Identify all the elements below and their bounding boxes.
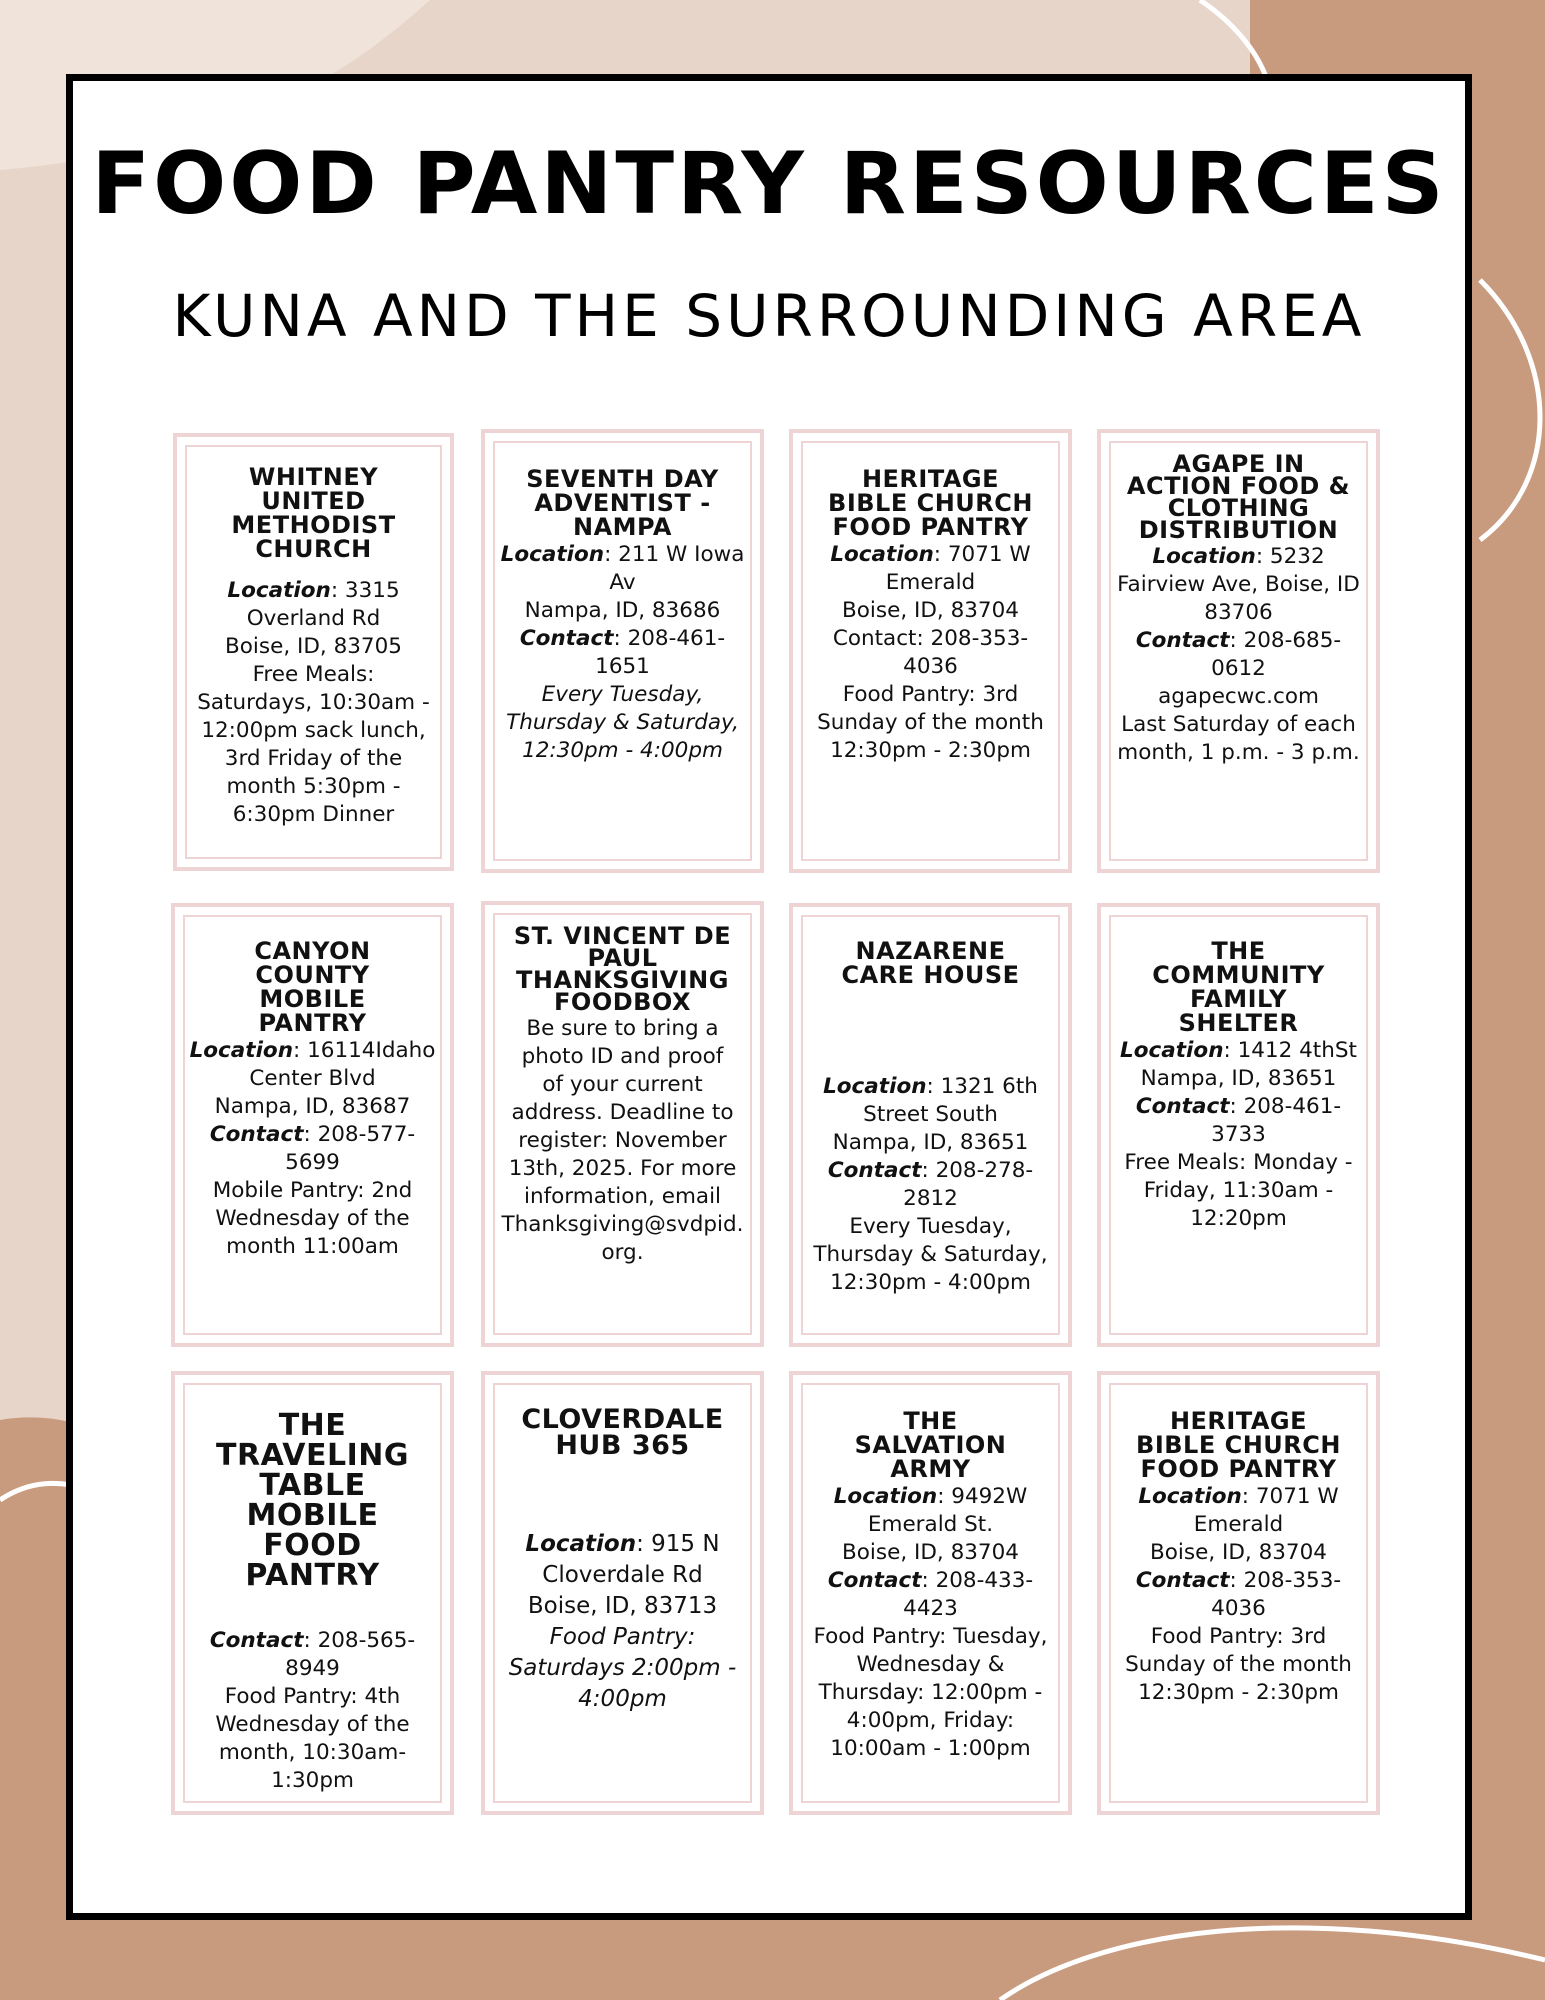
- location-label: Location: [830, 542, 934, 567]
- location-label: Location: [227, 578, 331, 603]
- pantry-card-heritage-bible-church-1: [789, 429, 1072, 873]
- location-label: Location: [823, 1074, 927, 1099]
- card-details: Contact: 208-565- 8949 Food Pantry: 4th Wednesday of the month, 10:30am- 1:30pm: [209, 1628, 416, 1793]
- card-details: Location: 9492W Emerald St. Boise, ID, 83704 Contact: 208-433- 4423 Food Pantry: Tuesday, Wednesday & Thursday: 12:00pm - 4:00pm, Friday: 10:00am - 1:00pm: [813, 1484, 1048, 1761]
- pantry-card-whitney-united-methodist: [173, 433, 454, 871]
- card-details: Location: 915 N Cloverdale Rd Boise, ID, 83713 Food Pantry: Saturdays 2:00pm - 4:00pm: [508, 1531, 737, 1712]
- location-label: Location: [833, 1484, 938, 1509]
- card-title: THE TRAVELING TABLE MOBILE FOOD PANTRY: [216, 1408, 409, 1593]
- location-label: Location: [1152, 544, 1256, 569]
- pantry-card-st-vincent-de-paul: [481, 901, 764, 1347]
- card-inner-border: [183, 1383, 442, 1803]
- card-title: HERITAGE BIBLE CHURCH FOOD PANTRY: [828, 465, 1033, 541]
- contact-label: Contact: [209, 1628, 304, 1653]
- pantry-card-cloverdale-hub-365: [481, 1371, 764, 1815]
- contact-label: Contact: [519, 626, 614, 651]
- card-inner-border: [1109, 915, 1368, 1335]
- pantry-card-nazarene-care-house: [789, 903, 1072, 1347]
- location-label: Location: [525, 1531, 637, 1557]
- card-title: THE COMMUNITY FAMILY SHELTER: [1152, 937, 1325, 1037]
- location-label: Location: [500, 542, 605, 567]
- card-title: THE SALVATION ARMY: [854, 1407, 1007, 1483]
- card-inner-border: [493, 441, 752, 861]
- card-details: Location: 3315 Overland Rd Boise, ID, 83705 Free Meals: Saturdays, 10:30am - 12:00pm sack lunch, 3rd Friday of the month 5:30pm - 6:30pm Dinner: [197, 578, 430, 827]
- card-inner-border: [801, 441, 1060, 861]
- card-details: Location: 7071 W Emerald Boise, ID, 83704 Contact: 208-353- 4036 Food Pantry: 3rd Sunday of the month 12:30pm - 2:30pm: [817, 542, 1044, 763]
- card-title: HERITAGE BIBLE CHURCH FOOD PANTRY: [1136, 1407, 1341, 1483]
- location-label: Location: [1138, 1484, 1242, 1509]
- card-title: SEVENTH DAY ADVENTIST - NAMPA: [526, 465, 719, 541]
- flyer-sheet: [66, 74, 1472, 1920]
- card-details: Location: 211 W Iowa Av Nampa, ID, 83686 Contact: 208-461- 1651 Every Tuesday, Thursday & Saturday, 12:30pm - 4:00pm: [500, 542, 745, 763]
- pantry-card-heritage-bible-church-2: [1097, 1371, 1380, 1815]
- card-details: Location: 1321 6th Street South Nampa, ID, 83651 Contact: 208-278- 2812 Every Tuesday, Thursday & Saturday, 12:30pm - 4:00pm: [813, 1074, 1048, 1295]
- contact-label: Contact: [1135, 628, 1230, 653]
- card-inner-border: [801, 915, 1060, 1335]
- contact-label: Contact: [1135, 1568, 1230, 1593]
- location-label: Location: [189, 1038, 294, 1063]
- card-inner-border: [183, 915, 442, 1335]
- card-inner-border: [801, 1383, 1060, 1803]
- location-label: Location: [1120, 1038, 1224, 1063]
- pantry-card-traveling-table: [171, 1371, 454, 1815]
- card-details: Location: 7071 W Emerald Boise, ID, 83704 Contact: 208-353- 4036 Food Pantry: 3rd Sunday of the month 12:30pm - 2:30pm: [1125, 1484, 1352, 1705]
- card-inner-border: [493, 913, 752, 1335]
- card-inner-border: [185, 445, 442, 859]
- card-title: AGAPE IN ACTION FOOD & CLOTHING DISTRIBUTION: [1126, 450, 1351, 544]
- card-title: NAZARENE CARE HOUSE: [841, 937, 1020, 989]
- pantry-card-canyon-county-mobile: [171, 903, 454, 1347]
- card-inner-border: [1109, 441, 1368, 861]
- card-details: Location: 5232 Fairview Ave, Boise, ID 83706 Contact: 208-685- 0612 agapecwc.com Last Saturday of each month, 1 p.m. - 3 p.m.: [1117, 544, 1360, 765]
- contact-label: Contact: [209, 1122, 304, 1147]
- card-details: Location: 1412 4thSt Nampa, ID, 83651 Contact: 208-461- 3733 Free Meals: Monday - Friday, 11:30am - 12:20pm: [1120, 1038, 1357, 1231]
- card-inner-border: [493, 1383, 752, 1803]
- pantry-card-community-family-shelter: [1097, 903, 1380, 1347]
- page-subtitle: KUNA AND THE SURROUNDING AREA: [172, 282, 1366, 350]
- page-title: FOOD PANTRY RESOURCES: [91, 134, 1447, 234]
- card-title: WHITNEY UNITED METHODIST CHURCH: [231, 463, 396, 563]
- pantry-card-salvation-army: [789, 1371, 1072, 1815]
- contact-label: Contact: [1135, 1094, 1230, 1119]
- card-title: ST. VINCENT DE PAUL THANKSGIVING FOODBOX: [513, 922, 732, 1016]
- pantry-card-seventh-day-adventist: [481, 429, 764, 873]
- card-details: Be sure to bring a photo ID and proof of your current address. Deadline to register: November 13th, 2025. For more information, email Thanksgiving@svdpid. org.: [501, 1016, 744, 1265]
- card-inner-border: [1109, 1383, 1368, 1803]
- card-title: CLOVERDALE HUB 365: [521, 1404, 724, 1461]
- contact-label: Contact: [827, 1568, 922, 1593]
- card-details: Location: 16114Idaho Center Blvd Nampa, ID, 83687 Contact: 208-577- 5699 Mobile Pantry: 2nd Wednesday of the month 11:00am: [189, 1038, 436, 1259]
- card-title: CANYON COUNTY MOBILE PANTRY: [254, 937, 371, 1037]
- pantry-card-agape-in-action: [1097, 429, 1380, 873]
- contact-label: Contact: [827, 1158, 922, 1183]
